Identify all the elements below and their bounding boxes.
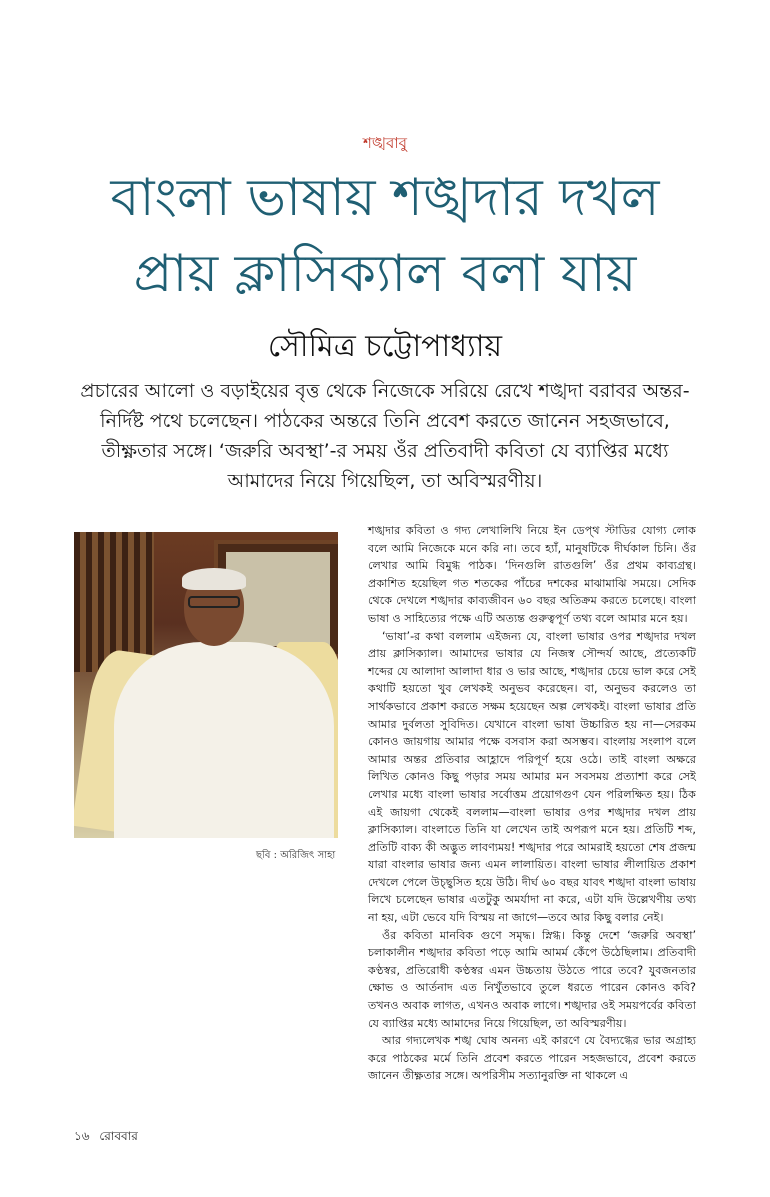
byline: সৌমিত্র চট্টোপাধ্যায় <box>267 329 503 364</box>
standfirst: প্রচারের আলো ও বড়াইয়ের বৃত্ত থেকে নিজেকে সরিয়ে রেখে শঙ্খদা বরাবর অন্তর-নির্দিষ্ট পথে চলেছেন। পাঠকের অন্তরে তিনি প্রবেশ করতে জানেন সহজভাবে, তীক্ষ্ণতার সঙ্গে। ‘জরুরি অবস্থা’-র সময় ওঁর প্রতিবাদী কবিতা যে ব্যাপ্তির মধ্যে আমাদের নিয়ে গিয়েছিল, তা অবিস্মরণীয়। <box>80 380 690 492</box>
page-number: ১৬ <box>74 1129 90 1143</box>
headline-line-2: প্রায় ক্লাসিক্যাল বলা যায় <box>133 244 637 304</box>
author-photo <box>74 532 338 838</box>
eyeglasses-shape <box>188 596 240 608</box>
body-paragraph: আর গদ্যলেখক শঙ্খ ঘোষ অনন্য এই কারণে যে বৈদ্যগ্ধের ভার অগ্রাহ্য করে পাঠকের মর্মে তিনি প্রবেশ করতে পারেন সহজভাবে, প্রবেশ করতে জানেন তীক্ষ্ণতার সঙ্গে। অপরিসীম সত্যানুরক্তি না থাকলে এ <box>368 1034 696 1083</box>
figure-hair-shape <box>182 568 246 590</box>
body-paragraph: ‘ভাষা’-র কথা বললাম এইজন্য যে, বাংলা ভাষার ওপর শঙ্খদার দখল প্রায় ক্লাসিক্যাল। আমাদের ভাষার যে নিজস্ব সৌন্দর্য আছে, প্রত্যেকটি শব্দের যে আলাদা আলাদা ধার ও ভার আছে, শঙ্খদার চেয়ে ভাল করে সেই কথাটি হয়তো খুব লেখকই অনুভব করেছেন। বা, অনুভব করলেও তা সার্থকভাবে প্রকাশ করতে সক্ষম হয়েছেন অল্প লেখকই। বাংলা ভাষার প্রতি আমার দুর্বলতা সুবিদিত। যেখানে বাংলা ভাষা উচ্চারিত হয় না—সেরকম কোনও জায়গায় আমার পক্ষে বসবাস করা অসম্ভব। বাংলায় সংলাপ বলে আমার অন্তর প্রতিবার আহ্লাদে পরিপূর্ণ হয়ে ওঠে। তাই বাংলা অক্ষরে লিখিত কোনও কিছু পড়ার সময় আমার মন সবসময় প্রত্যাশা করে সেই লেখার মধ্যে বাংলা ভাষার সর্বোত্তম প্রয়োগগুণ যেন পরিলক্ষিত হয়। ঠিক এই জায়গা থেকেই বললাম—বাংলা ভাষার ওপর শঙ্খদার দখল প্রায় ক্লাসিক্যাল। বাংলাতে তিনি যা লেখেন তাই অপরূপ মনে হয়। প্রতিটি শব্দ, প্রতিটি বাক্য কী অদ্ভুত লাবণ্যময়! শঙ্খদার পরে আমরাই হয়তো শেষ প্রজন্ম যারা বাংলার ভাষার জন্য এমন লালায়িত। বাংলা ভাষার লীলায়িত প্রকাশ দেখলে পেলে উচ্ছ্বসিত হয়ে উঠি। দীর্ঘ ৬০ বছর যাবৎ শঙ্খদা বাংলা ভাষায় লিখে চলেছেন ভাষার এতটুকু অমর্যাদা না করে, এটা যদি উল্লেখণীয় তথ্য না হয়, এটা ভেবে যদি বিস্ময় না জাগে—তবে আর কিছু বলার নেই। <box>368 629 696 925</box>
page-folio <box>74 1128 144 1148</box>
body-paragraph: ওঁর কবিতা মানবিক গুণে সমৃদ্ধ। স্নিগ্ধ। কিন্তু দেশে ‘জরুরি অবস্থা’ চলাকালীন শঙ্খদার কবিতা পড়ে আমি আমর্ম কেঁপে উঠেছিলাম। প্রতিবাদী কণ্ঠস্বর, প্রতিরোধী কণ্ঠস্বর এমন উচ্চতায় উঠতে পারে তবে? যুবজনতার ক্ষোভ ও আর্তনাদ এত নিখুঁতভাবে তুলে ধরতে পারেন কোনও কবি? তখনও অবাক লাগত, এখনও অবাক লাগে। শঙ্খদার ওই সময়পর্বের কবিতা যে ব্যাপ্তির মধ্যে আমাদের নিয়ে গিয়েছিল, তা অবিস্মরণীয়। <box>368 928 696 1030</box>
article-body <box>368 522 696 1085</box>
headline-line-1: বাংলা ভাষায় শঙ্খদার দখল <box>110 168 660 228</box>
figure-body-shape <box>114 642 334 838</box>
photo-caption: ছবি : অরিজিৎ সাহা <box>256 850 336 861</box>
headline <box>30 160 740 312</box>
publication-name: রোববার <box>99 1129 138 1143</box>
section-kicker: শঙ্খবাবু <box>362 134 408 152</box>
body-paragraph: শঙ্খদার কবিতা ও গদ্য লেখালিখি নিয়ে ইন ডেপ্থ স্টাডির যোগ্য লোক বলে আমি নিজেকে মনে করি না। তবে হ্যাঁ, মানুষটিকে দীর্ঘকাল চিনি। ওঁর লেখার আমি বিমুগ্ধ পাঠক। ‘দিনগুলি রাতগুলি’ ওঁর প্রথম কাব্যগ্রন্থ। প্রকাশিত হয়েছিল গত শতকের পাঁচের দশকের মাঝামাঝি সময়ে। সেদিক থেকে দেখলে শঙ্খদার কাব্যজীবন ৬০ বছর অতিক্রম করতে চলেছে। বাংলা ভাষা ও সাহিত্যের পক্ষে এটি অত্যন্ত গুরুত্বপূর্ণ তথ্য বলে আমার মনে হয়। <box>368 524 696 625</box>
